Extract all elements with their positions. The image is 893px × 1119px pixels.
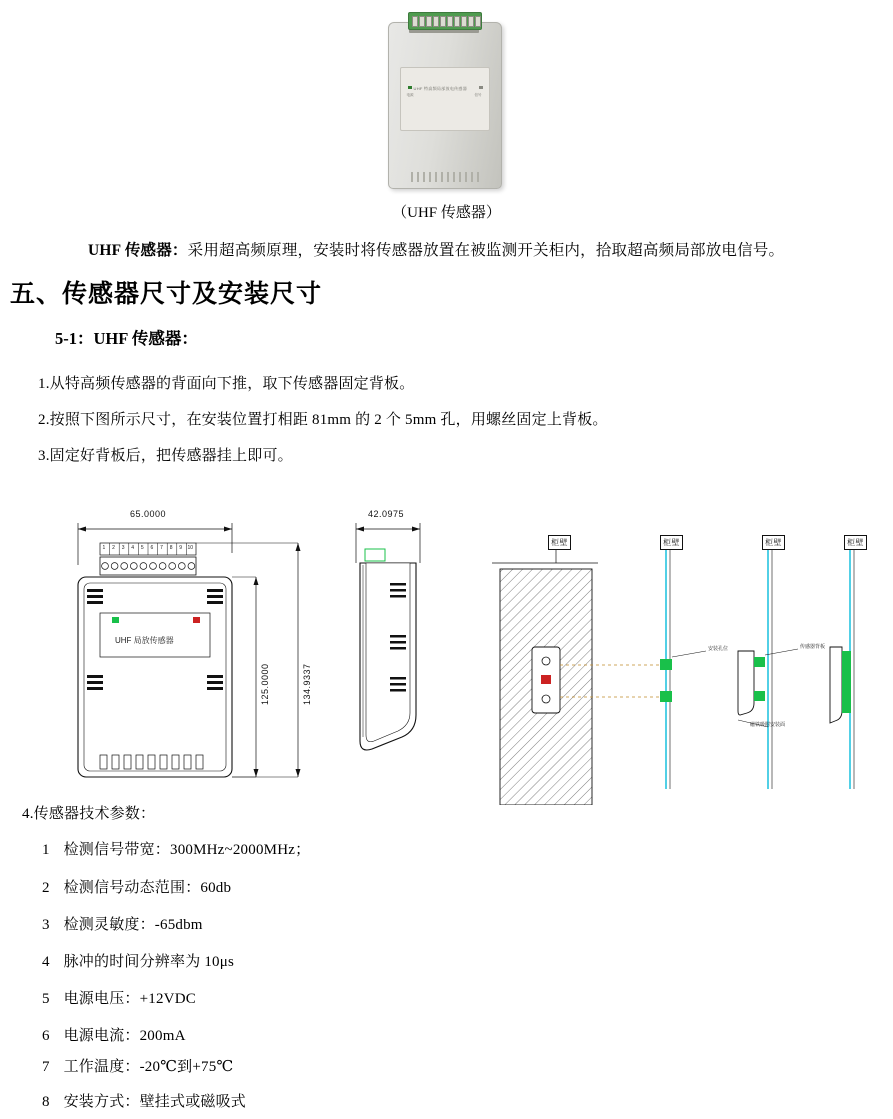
device-mini-right: 信号 [474,93,482,97]
spec-item-3 [42,913,203,934]
annotation-back-plate: 传感器背板 [800,644,826,650]
spec-text-7: 工作温度：-20℃到+75℃ [63,1059,234,1075]
product-photo-block [0,8,893,222]
step-3: 3.固定好背板后，把传感器挂上即可。 [38,448,293,464]
spec-text-3: 检测灵敏度：-65dbm [63,917,203,933]
intro-label: UHF 传感器： [88,242,188,259]
dimension-drawing: 65.0000 125.0000 134.9337 1 2 3 4 5 6 7 8 9 10 UHF 局放传感器 42.0975 柜壁 柜壁 柜壁 柜壁 安装孔位 传感器背板 磁铁吸附安装面 [60,505,880,805]
device-body [388,22,502,189]
spec-no-2: 2 [42,880,50,896]
device-front-panel [400,67,490,131]
cabinet-label-4: 柜壁 [844,535,867,550]
spec-no-8: 8 [42,1094,50,1110]
specs-title: 4.传感器技术参数： [22,806,156,822]
device-vents [411,172,479,182]
device-face-text: UHF 特高频局部放电传感器 [413,86,468,91]
device-mini-left: 电源 [406,93,414,97]
spec-item-8 [42,1090,246,1111]
spec-text-2: 检测信号动态范围：60db [63,880,232,896]
section-subheading: 5-1：UHF 传感器： [55,329,198,348]
spec-no-3: 3 [42,917,50,933]
spec-no-1: 1 [42,842,50,858]
cabinet-label-1: 柜壁 [548,535,571,550]
spec-no-5: 5 [42,991,50,1007]
spec-text-1: 检测信号带宽：300MHz~2000MHz； [63,842,311,858]
spec-text-8: 安装方式：壁挂式或磁吸式 [63,1094,247,1110]
annotation-mount-holes: 安装孔位 [708,646,729,652]
annotation-magnet-surface: 磁铁吸附安装面 [750,722,786,728]
spec-no-6: 6 [42,1028,50,1044]
spec-item-4 [42,950,234,971]
device-terminal-block [408,12,482,30]
front-panel-label: UHF 局放传感器 [115,636,174,645]
signal-led-icon [479,86,483,89]
spec-text-5: 电源电压：+12VDC [63,991,196,1007]
step-2: 2.按照下图所示尺寸，在安装位置打相距 81mm 的 2 个 5mm 孔，用螺丝固定上背板。 [38,412,608,428]
dim-height-outer-label: 134.9337 [302,663,312,705]
spec-item-1 [42,838,310,859]
photo-caption: （UHF 传感器） [392,205,501,221]
spec-no-7: 7 [42,1059,50,1075]
spec-no-4: 4 [42,954,50,970]
spec-item-7 [42,1055,233,1076]
spec-item-2 [42,876,231,897]
cabinet-label-3: 柜壁 [762,535,785,550]
cabinet-label-2: 柜壁 [660,535,683,550]
intro-text: 采用超高频原理，安装时将传感器放置在被监测开关柜内，拾取超高频局部放电信号。 [187,242,785,259]
spec-text-6: 电源电流：200mA [63,1028,186,1044]
spec-item-5 [42,987,196,1008]
power-led-icon [408,86,412,89]
intro-paragraph [88,238,868,264]
spec-item-6 [42,1024,186,1045]
installation-views [438,505,878,805]
step-1: 1.从特高频传感器的背面向下推，取下传感器固定背板。 [38,376,415,392]
section-heading: 五、传感器尺寸及安装尺寸 [10,281,323,308]
uhf-sensor-photo [388,8,506,190]
spec-text-4: 脉冲的时间分辨率为 10μs [63,954,235,970]
dim-depth-label: 42.0975 [368,509,405,519]
dim-width-label: 65.0000 [130,509,167,519]
dim-height-inner-label: 125.0000 [260,663,270,705]
